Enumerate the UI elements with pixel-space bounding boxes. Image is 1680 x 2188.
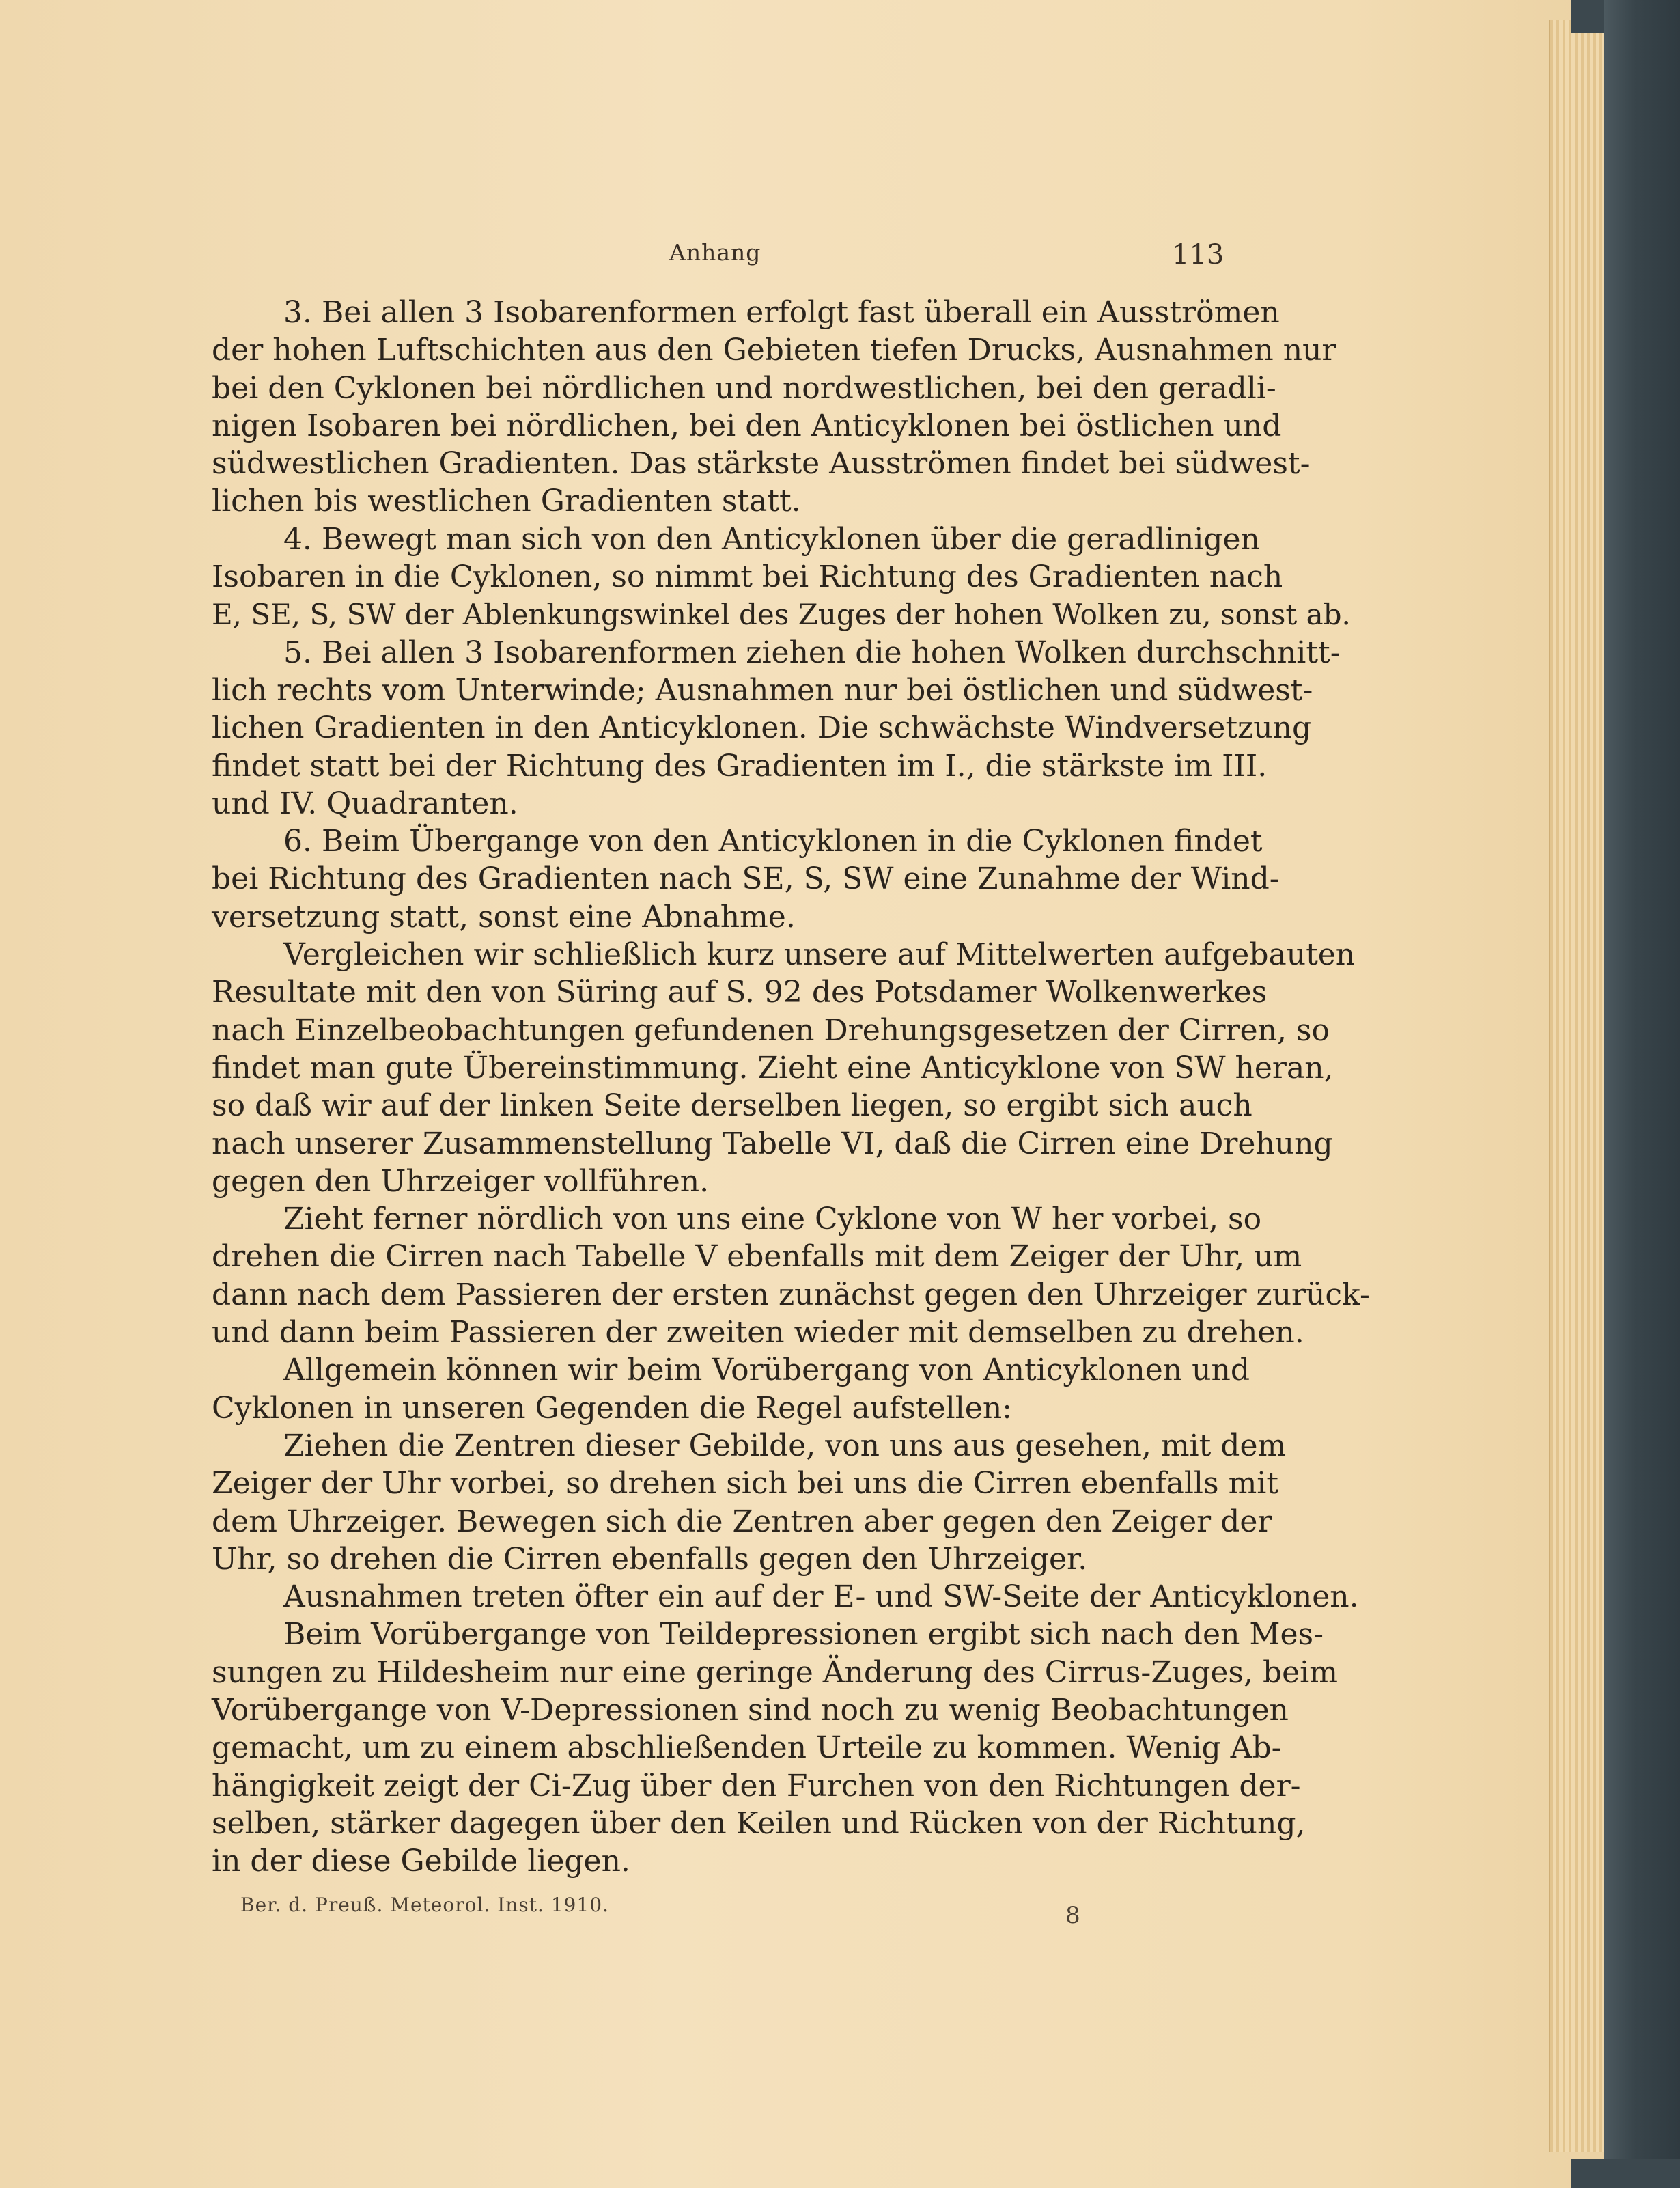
text-line: nach unserer Zusammenstellung Tabelle VI, daß die Cirren eine Drehung — [212, 1126, 1333, 1161]
text-line: versetzung statt, sonst eine Abnahme. — [212, 899, 796, 934]
text-line: Beim Vorübergange von Teildepressionen ergibt sich nach den Mes- — [283, 1617, 1324, 1652]
text-line: nach Einzelbeobachtungen gefundenen Drehungsgesetzen der Cirren, so — [212, 1012, 1330, 1048]
page-edges — [1549, 20, 1605, 2152]
text-line: lich rechts vom Unterwinde; Ausnahmen nur bei östlichen und südwest- — [212, 672, 1313, 708]
text-line: 6. Beim Übergange von den Anticyklonen in die Cyklonen findet — [283, 824, 1263, 859]
text-line: Vergleichen wir schließlich kurz unsere auf Mittelwerten aufgebauten — [283, 937, 1356, 973]
text-line: Zieht ferner nördlich von uns eine Cyklone von W her vorbei, so — [283, 1202, 1262, 1237]
text-line: E, SE, S, SW der Ablenkungswinkel des Zuges der hohen Wolken zu, sonst ab. — [212, 598, 1351, 632]
text-line: findet statt bei der Richtung des Gradienten im I., die stärkste im III. — [212, 748, 1268, 784]
text-line: 4. Bewegt man sich von den Anticyklonen über die geradlinigen — [283, 521, 1260, 557]
text-line: bei Richtung des Gradienten nach SE, S, SW eine Zunahme der Wind- — [212, 861, 1280, 897]
text-line: selben, stärker dagegen über den Keilen und Rücken von der Richtung, — [212, 1805, 1306, 1841]
text-line: Vorübergange von V-Depressionen sind noch zu wenig Beobachtungen — [212, 1692, 1289, 1728]
text-line: dem Uhrzeiger. Bewegen sich die Zentren aber gegen den Zeiger der — [212, 1504, 1272, 1539]
text-line: 5. Bei allen 3 Isobarenformen ziehen die hohen Wolken durchschnitt- — [283, 635, 1341, 670]
text-line: Resultate mit den von Süring auf S. 92 des Potsdamer Wolkenwerkes — [212, 975, 1268, 1010]
text-line: Ausnahmen treten öfter ein auf der E- und SW-Seite der Anticyklonen. — [283, 1579, 1359, 1615]
text-line: dann nach dem Passieren der ersten zunächst gegen den Uhrzeiger zurück- — [212, 1277, 1370, 1312]
body-text — [212, 294, 1370, 1880]
text-line: 3. Bei allen 3 Isobarenformen erfolgt fast überall ein Ausströmen — [283, 295, 1280, 330]
text-line: lichen Gradienten in den Anticyklonen. Die schwächste Windversetzung — [212, 710, 1312, 746]
text-line: so daß wir auf der linken Seite derselben liegen, so ergibt sich auch — [212, 1088, 1252, 1124]
text-line: hängigkeit zeigt der Ci-Zug über den Furchen von den Richtungen der- — [212, 1768, 1301, 1803]
text-line: Uhr, so drehen die Cirren ebenfalls gegen den Uhrzeiger. — [212, 1541, 1088, 1577]
running-header: Anhang — [669, 239, 761, 266]
text-line: findet man gute Übereinstimmung. Zieht eine Anticyklone von SW heran, — [212, 1050, 1334, 1085]
text-line: Allgemein können wir beim Vorübergang von Anticyklonen und — [283, 1353, 1250, 1388]
text-line: südwestlichen Gradienten. Das stärkste Ausströmen findet bei südwest- — [212, 446, 1311, 482]
text-line: Isobaren in die Cyklonen, so nimmt bei Richtung des Gradienten nach — [212, 559, 1283, 595]
text-line: der hohen Luftschichten aus den Gebieten tiefen Drucks, Ausnahmen nur — [212, 333, 1336, 368]
text-line: lichen bis westlichen Gradienten statt. — [212, 484, 801, 519]
text-line: in der diese Gebilde liegen. — [212, 1844, 630, 1879]
text-line: drehen die Cirren nach Tabelle V ebenfalls mit dem Zeiger der Uhr, um — [212, 1239, 1302, 1275]
cover-bottom — [1571, 2159, 1680, 2188]
signature-mark: 8 — [1065, 1902, 1080, 1929]
text-line: Zeiger der Uhr vorbei, so drehen sich bei uns die Cirren ebenfalls mit — [212, 1466, 1279, 1501]
text-line: und IV. Quadranten. — [212, 786, 518, 821]
text-line: bei den Cyklonen bei nördlichen und nordwestlichen, bei den geradli- — [212, 370, 1276, 406]
footer-source: Ber. d. Preuß. Meteorol. Inst. 1910. — [240, 1894, 609, 1916]
text-line: Ziehen die Zentren dieser Gebilde, von uns aus gesehen, mit dem — [283, 1428, 1287, 1463]
page-number: 113 — [1172, 239, 1224, 271]
text-line: sungen zu Hildesheim nur eine geringe Änderung des Cirrus-Zuges, beim — [212, 1654, 1338, 1690]
text-line: Cyklonen in unseren Gegenden die Regel aufstellen: — [212, 1390, 1012, 1426]
text-line: und dann beim Passieren der zweiten wieder mit demselben zu drehen. — [212, 1315, 1304, 1351]
book-cover — [1604, 0, 1680, 2188]
text-line: nigen Isobaren bei nördlichen, bei den Anticyklonen bei östlichen und — [212, 408, 1282, 443]
text-line: gegen den Uhrzeiger vollführen. — [212, 1163, 710, 1199]
text-line: gemacht, um zu einem abschließenden Urteile zu kommen. Wenig Ab- — [212, 1730, 1282, 1766]
